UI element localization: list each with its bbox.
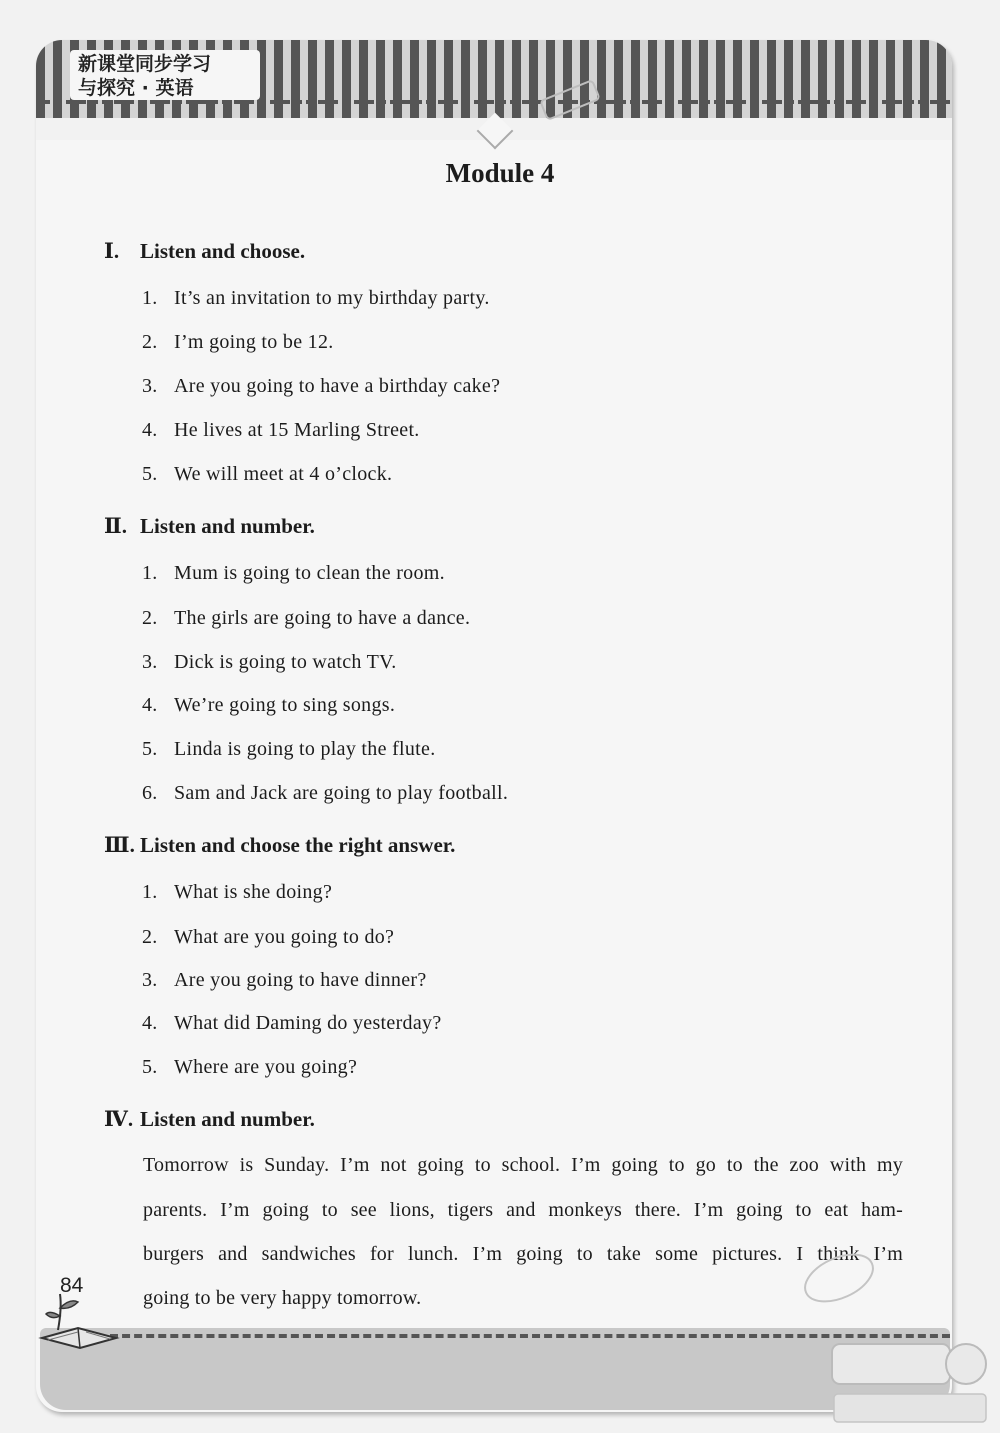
- item-text: The girls are going to have a dance.: [174, 607, 471, 629]
- section-3-heading: [104, 832, 455, 858]
- item-number: 4.: [142, 1012, 158, 1034]
- item-text: Are you going to have dinner?: [174, 969, 427, 991]
- section-1-heading: [104, 238, 305, 264]
- item-text: Are you going to have a birthday cake?: [174, 375, 501, 397]
- footer-dashed-line: [110, 1334, 950, 1338]
- open-book-sprout-icon: [38, 1288, 120, 1352]
- section-3-title: Listen and choose the right answer.: [140, 833, 456, 857]
- list-item: [142, 419, 420, 442]
- list-item: [142, 463, 392, 486]
- list-item: [142, 607, 470, 630]
- item-number: 1.: [142, 562, 158, 584]
- item-text: We’re going to sing songs.: [174, 694, 396, 716]
- list-item: [142, 926, 394, 949]
- series-line-1: 新课堂同步学习: [78, 53, 212, 75]
- item-number: 5.: [142, 738, 158, 760]
- list-item: [142, 738, 436, 761]
- item-number: 4.: [142, 694, 158, 716]
- list-item: [142, 1056, 357, 1079]
- item-number: 6.: [142, 782, 158, 804]
- item-text: What are you going to do?: [174, 926, 395, 948]
- section-4-title: Listen and number.: [140, 1107, 315, 1131]
- list-item: [142, 694, 395, 717]
- section-4-numeral: Ⅳ.: [104, 1107, 134, 1131]
- page-number: 84: [60, 1274, 84, 1297]
- item-number: 3.: [142, 651, 158, 673]
- item-number: 4.: [142, 419, 158, 441]
- section-2-title: Listen and number.: [140, 514, 315, 538]
- item-number: 2.: [142, 331, 158, 353]
- book-series-label: [70, 50, 260, 100]
- section-1-numeral: Ⅰ.: [104, 239, 120, 263]
- paragraph-line: Tomorrow is Sunday. I’m not going to school. I’m going to go to the zoo with my: [143, 1154, 903, 1176]
- item-text: It’s an invitation to my birthday party.: [174, 287, 490, 309]
- section-3-numeral: Ⅲ.: [104, 833, 135, 857]
- item-number: 2.: [142, 607, 158, 629]
- watermark-seal-icon: [798, 1248, 880, 1308]
- watermark-stamp-icon: [538, 76, 602, 124]
- item-text: He lives at 15 Marling Street.: [174, 419, 420, 441]
- header-dashed-line: [42, 100, 950, 104]
- item-number: 3.: [142, 375, 158, 397]
- list-item: [142, 287, 490, 310]
- answer-site-logo-icon: [830, 1340, 990, 1430]
- item-text: Sam and Jack are going to play football.: [174, 782, 509, 804]
- section-1-title: Listen and choose.: [140, 239, 306, 263]
- list-item: [142, 782, 508, 805]
- list-item: [142, 562, 445, 585]
- item-number: 2.: [142, 926, 158, 948]
- item-number: 5.: [142, 1056, 158, 1078]
- section-2-heading: [104, 513, 315, 539]
- footer-band: [40, 1328, 950, 1410]
- section-4-heading: [104, 1106, 315, 1132]
- item-text: Dick is going to watch TV.: [174, 651, 397, 673]
- section-2-numeral: Ⅱ.: [104, 514, 127, 538]
- item-text: Mum is going to clean the room.: [174, 562, 445, 584]
- item-text: What is she doing?: [174, 881, 333, 903]
- list-item: [142, 651, 397, 674]
- paragraph-line: burgers and sandwiches for lunch. I’m going to take some pictures. I think I’m: [143, 1243, 903, 1265]
- series-line-2: 与探究 · 英语: [78, 77, 194, 99]
- paragraph-line: parents. I’m going to see lions, tigers and monkeys there. I’m going to eat ham-: [143, 1199, 903, 1221]
- item-number: 1.: [142, 881, 158, 903]
- list-item: [142, 1012, 442, 1035]
- item-number: 1.: [142, 287, 158, 309]
- item-text: Linda is going to play the flute.: [174, 738, 436, 760]
- paragraph-line: going to be very happy tomorrow.: [143, 1287, 422, 1309]
- item-text: I’m going to be 12.: [174, 331, 334, 353]
- item-text: What did Daming do yesterday?: [174, 1012, 442, 1034]
- list-item: [142, 375, 500, 398]
- item-text: We will meet at 4 o’clock.: [174, 463, 393, 485]
- list-item: [142, 881, 332, 904]
- list-item: [142, 969, 427, 992]
- item-number: 3.: [142, 969, 158, 991]
- page-title: Module 4: [445, 158, 555, 188]
- item-text: Where are you going?: [174, 1056, 358, 1078]
- list-item: [142, 331, 334, 354]
- item-number: 5.: [142, 463, 158, 485]
